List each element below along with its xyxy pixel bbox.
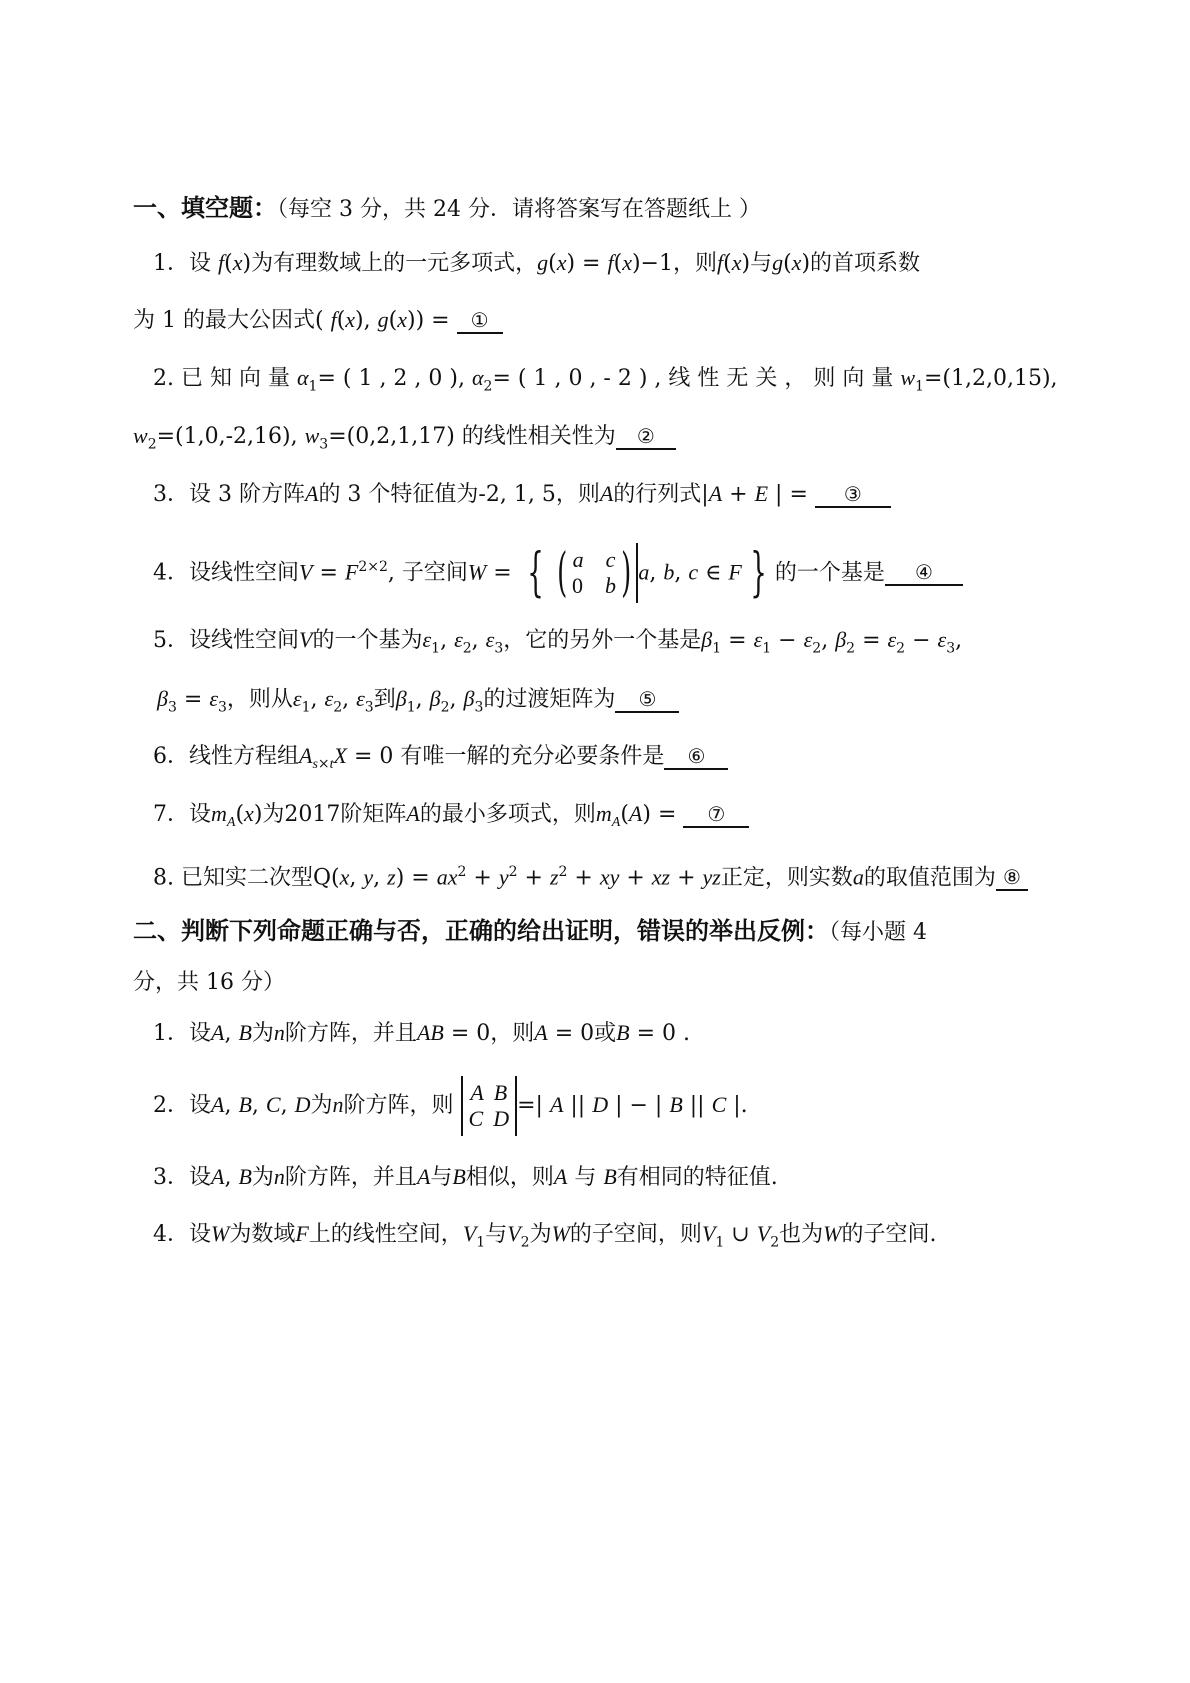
section1-heading: 一、填空题：（每空 3 分，共 24 分．请将答案写在答题纸上 ） (133, 194, 761, 222)
question-1-3: 3．设 3 阶方阵A的 3 个特征值为-2, 1, 5，则A的行列式|A + E | = ③ (153, 479, 891, 510)
answer-blank-7[interactable]: ⑦ (683, 802, 749, 828)
question-1-5: 5．设线性空间V的一个基为$\varepsilon_1$, $\varepsilon_2$, $\varepsilon_3$，它的另外一个基是$\beta_1 = \varepsilon_1 - \varepsilon_2$, $\beta_2 = \varepsilon_2 - \varepsilon_3$, (153, 627, 963, 657)
answer-blank-5[interactable]: ⑤ (615, 687, 679, 713)
section2-heading (133, 916, 927, 948)
question-1-1: 1．设 f(x)为有理数域上的一元多项式，g(x) = f(x)−1，则f(x)与g(x)的首项系数 (153, 250, 921, 276)
section2-title: 二、判断下列命题正确与否，正确的给出证明，错误的举出反例： (133, 917, 829, 945)
answer-blank-3[interactable]: ③ (815, 482, 891, 508)
question-2-2: 2．设A, B, C, D为n阶方阵，则 A B C D=| A || D | − | B || C |. (153, 1075, 748, 1136)
question-1-1-cont: 为 1 的最大公因式( f(x), g(x)) = ① (133, 305, 503, 336)
answer-blank-1[interactable]: ① (457, 308, 503, 334)
section2-note-cont: 分，共 16 分） (133, 970, 285, 995)
question-1-7: 7．设$m_A(x)$为2017阶矩阵A的最小多项式，则$m_A(A)$ = ⑦ (153, 799, 749, 838)
question-2-1: 1．设A, B为n阶方阵，并且AB = 0，则A = 0或B = 0 . (153, 1020, 691, 1046)
answer-blank-4[interactable]: ④ (885, 560, 963, 586)
section1-title: 一、填空题 (133, 194, 253, 222)
question-1-8: 8. 已知实二次型Q(x, y, $z) = ax^2 + y^2 + z^2$ + xy + xz + yz正定，则实数a的取值范围为 ⑧ (153, 857, 1028, 893)
question-2-4: 4．设W为数域F上的线性空间，$V_1$与$V_2$为W的子空间，则$V_1$ ∪ $V_2$也为W的子空间. (153, 1221, 937, 1251)
question-1-2: 2. 已 知 向 量 $\alpha_1=$ ( 1 , 2 , 0 ), $\alpha_2=$ ( 1 , 0 , - 2 ) , 线 性 无 关 ， 则 向 量 $w_1=(1,2,0,15)$, (153, 365, 1058, 395)
section2-note: （每小题 4 (829, 920, 927, 945)
question-1-5-cont: $\beta_3 = \varepsilon_3$，则从$\varepsilon_1$, $\varepsilon_2$, $\varepsilon_3$到$\beta_1$, $\beta_2$, $\beta_3$的过渡矩阵为 ⑤ (157, 684, 679, 722)
question-1-4: 4．设线性空间$V = F^{2\times 2}$, 子空间W = { ( a c 0 b) a, b, c ∈ F } 的一个基是 ④ (153, 537, 963, 603)
question-1-2-cont: $w_2=(1,0,-2,16)$, $w_3=(0,2,1,17)$ 的线性相关性为 ② (133, 421, 676, 459)
question-1-6: 6．线性方程组$A_{s\times t}X = 0$ 有唯一解的充分必要条件是 ⑥ (153, 741, 728, 780)
answer-blank-6[interactable]: ⑥ (664, 744, 728, 770)
question-2-3: 3．设A, B为n阶方阵，并且A与B相似，则A 与 B有相同的特征值. (153, 1164, 778, 1190)
section1-note: （每空 3 分，共 24 分．请将答案写在答题纸上 ） (277, 197, 761, 222)
answer-blank-2[interactable]: ② (616, 424, 676, 450)
answer-blank-8[interactable]: ⑧ (996, 865, 1028, 891)
